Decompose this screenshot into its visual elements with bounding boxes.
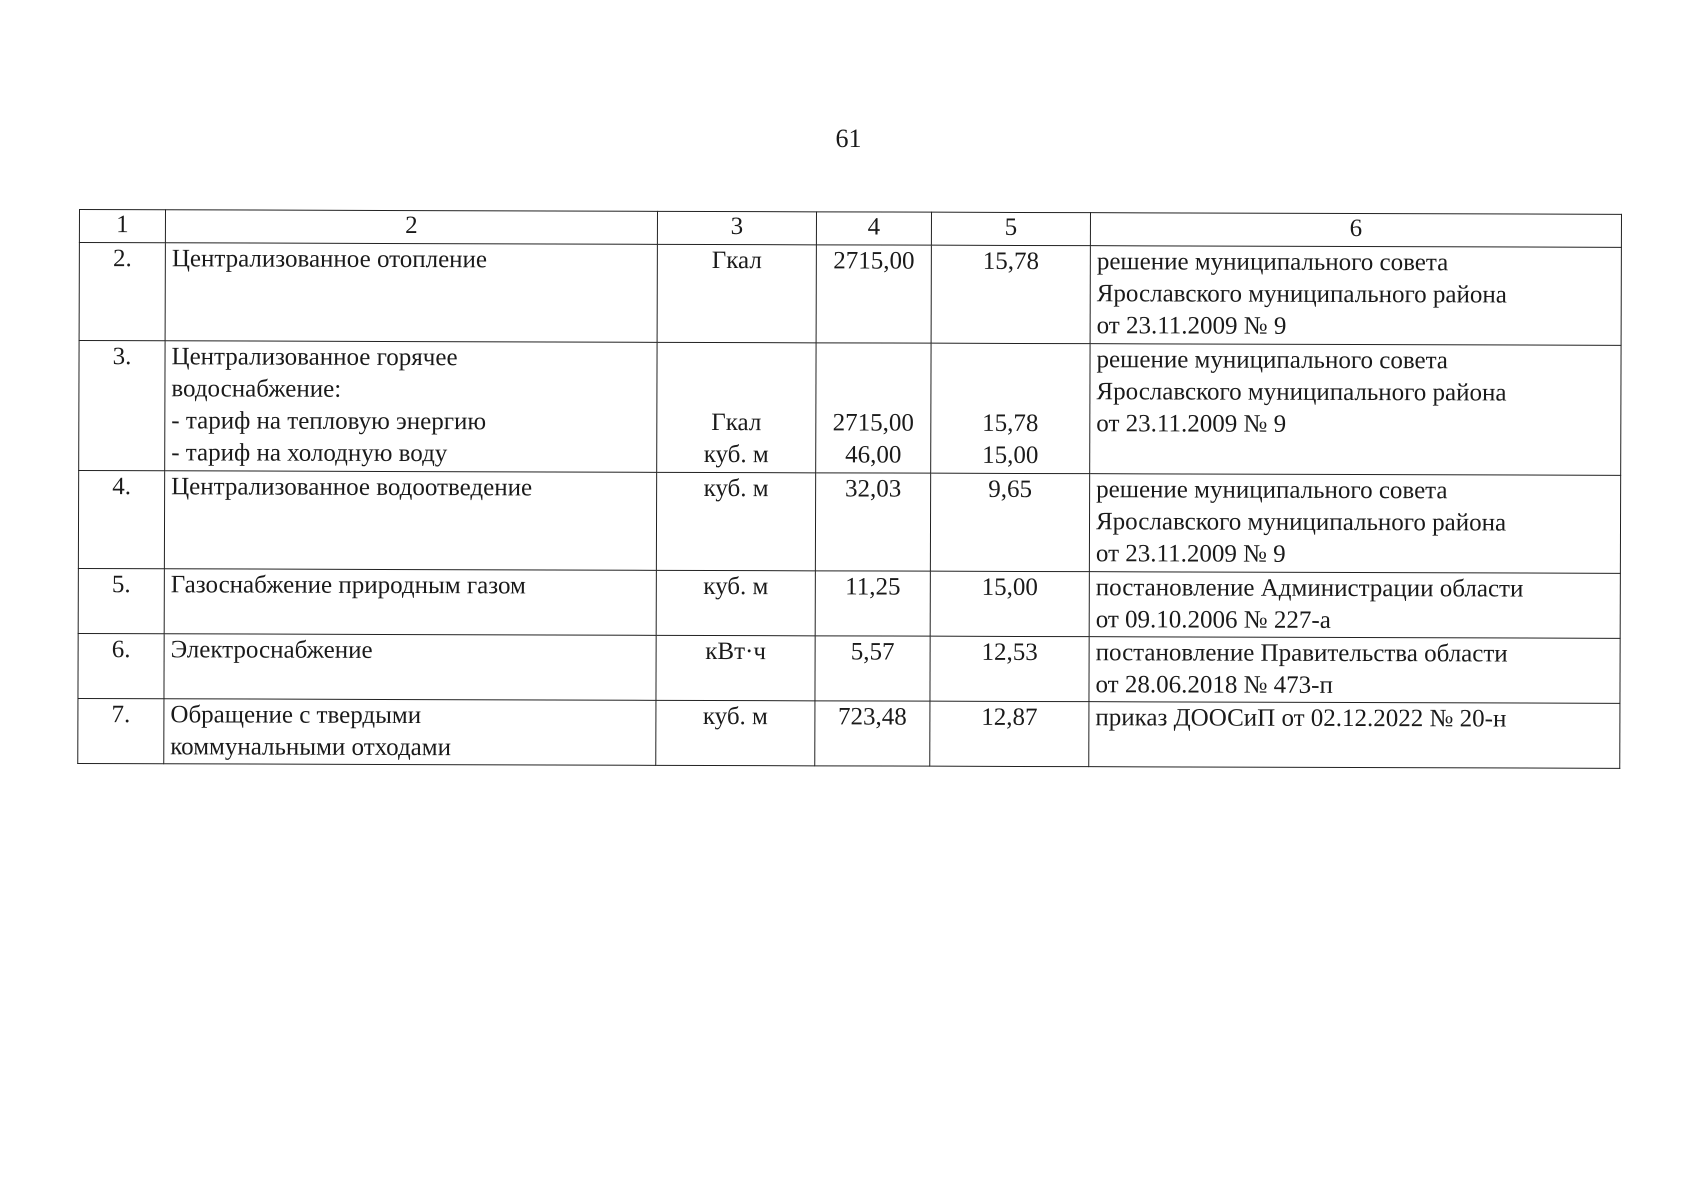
table-row	[79, 243, 1621, 346]
source-line: решение муниципального совета	[1096, 476, 1448, 505]
source-cell	[1090, 344, 1621, 476]
source-line: от 09.10.2006 № 227-а	[1095, 606, 1331, 634]
col4-cell	[815, 473, 930, 571]
col5-value: 12,53	[981, 638, 1038, 667]
source-line: решение муниципального совета	[1096, 346, 1448, 375]
source-line: от 28.06.2018 № 473-п	[1095, 671, 1333, 699]
page-number: 61	[835, 124, 862, 153]
unit-value: Гкал	[711, 246, 762, 275]
table-row	[78, 568, 1620, 638]
col4-cell	[816, 245, 931, 343]
service-cell	[165, 341, 657, 473]
source-line: Ярославского муниципального района	[1096, 378, 1507, 407]
col5-value: 15,00	[982, 441, 1039, 470]
col5-cell	[931, 245, 1090, 343]
unit-cell	[656, 635, 815, 700]
service-cell	[164, 471, 656, 571]
table-row	[78, 471, 1620, 574]
source-line: решение муниципального совета	[1096, 248, 1449, 277]
service-name: Электроснабжение	[170, 636, 373, 664]
row-number: 4.	[78, 471, 164, 569]
row-number: 5.	[78, 568, 164, 633]
source-line: от 23.11.2009 № 9	[1095, 540, 1286, 568]
unit-value: Гкал	[711, 408, 762, 437]
service-name: Обращение с твердыми	[170, 701, 422, 730]
unit-value: кВт·ч	[705, 637, 766, 666]
column-header: 3	[657, 211, 816, 244]
col5-cell	[930, 701, 1089, 766]
col5-value: 15,78	[982, 247, 1040, 276]
source-cell	[1089, 474, 1620, 574]
col5-value: 15,78	[982, 409, 1039, 438]
service-cell	[164, 634, 656, 701]
tariff-table	[77, 209, 1622, 769]
service-cell	[165, 243, 657, 343]
col5-cell	[930, 571, 1089, 636]
col4-cell	[815, 701, 930, 766]
source-line: Ярославского муниципального района	[1096, 280, 1507, 309]
service-name: коммунальными отходами	[170, 733, 452, 762]
service-name: Централизованное отопление	[171, 245, 488, 274]
unit-value: куб. м	[703, 572, 769, 601]
source-line: постановление Администрации области	[1095, 574, 1524, 603]
source-cell	[1089, 572, 1620, 639]
unit-value: куб. м	[703, 440, 769, 469]
unit-value: куб. м	[702, 702, 768, 731]
service-name: Централизованное горячее	[171, 343, 458, 372]
column-header: 5	[931, 212, 1090, 245]
source-line: приказ ДООСиП от 02.12.2022 № 20-н	[1095, 704, 1507, 733]
col4-value: 32,03	[844, 475, 902, 503]
col4-cell	[815, 571, 930, 636]
col5-cell	[931, 343, 1090, 473]
unit-cell	[656, 700, 815, 765]
col4-cell	[816, 343, 931, 473]
table-header-row	[79, 210, 1621, 248]
service-subitem: - тариф на тепловую энергию	[171, 407, 487, 436]
source-line: постановление Правительства области	[1095, 639, 1508, 668]
column-header: 1	[79, 210, 165, 243]
source-cell	[1089, 702, 1620, 769]
unit-value: куб. м	[703, 474, 769, 503]
service-cell	[164, 569, 656, 636]
table-row	[78, 698, 1620, 768]
service-name: водоснабжение:	[171, 375, 342, 403]
table-row	[78, 633, 1620, 703]
service-cell	[164, 699, 656, 766]
unit-cell	[657, 342, 816, 472]
col4-value: 2715,00	[833, 247, 915, 275]
column-header: 4	[816, 212, 931, 245]
col4-value: 5,57	[850, 638, 895, 666]
col5-value: 9,65	[988, 475, 1033, 503]
source-cell	[1090, 246, 1621, 346]
service-subitem: - тариф на холодную воду	[171, 439, 448, 468]
col4-value: 723,48	[837, 703, 907, 731]
service-name: Газоснабжение природным газом	[170, 571, 526, 600]
source-line: от 23.11.2009 № 9	[1096, 312, 1287, 340]
col4-value: 2715,00	[832, 409, 914, 437]
row-number: 3.	[79, 341, 165, 471]
column-header: 2	[165, 210, 657, 245]
col4-value: 46,00	[845, 441, 902, 469]
row-number: 7.	[78, 698, 164, 763]
service-name: Централизованное водоотведение	[171, 473, 533, 502]
column-header: 6	[1090, 213, 1621, 248]
col5-value: 12,87	[981, 703, 1038, 732]
unit-cell	[656, 472, 815, 570]
row-number: 2.	[79, 243, 165, 341]
row-number: 6.	[78, 633, 164, 698]
col5-cell	[930, 636, 1089, 701]
col5-cell	[930, 473, 1089, 571]
col4-value: 11,25	[845, 573, 901, 601]
col5-value: 15,00	[981, 573, 1038, 602]
unit-cell	[656, 570, 815, 635]
source-cell	[1089, 637, 1620, 704]
unit-cell	[657, 244, 816, 342]
table-row	[79, 341, 1621, 476]
source-line: Ярославского муниципального района	[1095, 508, 1507, 537]
col4-cell	[815, 636, 930, 701]
source-line: от 23.11.2009 № 9	[1096, 410, 1287, 438]
